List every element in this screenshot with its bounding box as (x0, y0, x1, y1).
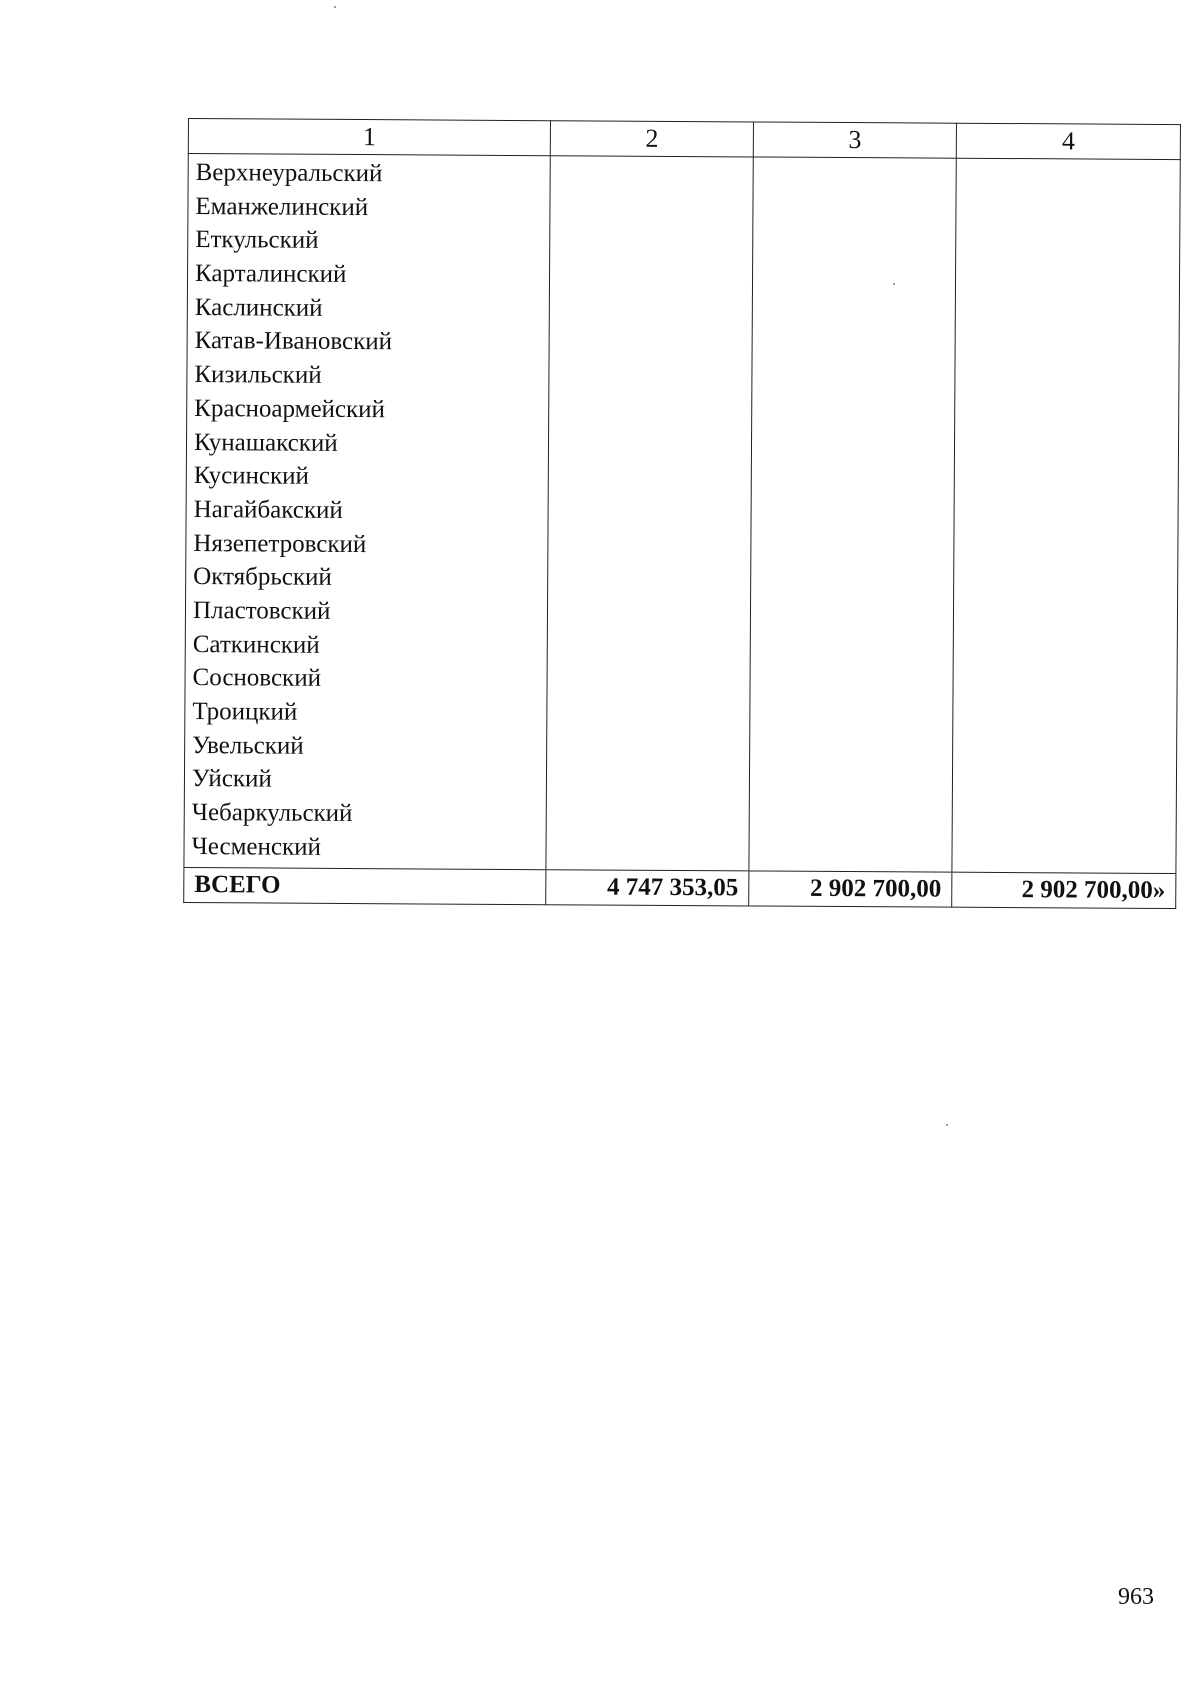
list-item: Карталинский (194, 260, 347, 289)
column-header-1: 1 (188, 119, 550, 156)
column-3-cell (749, 157, 956, 873)
list-item: Троицкий (192, 698, 298, 726)
list-item: Саткинский (192, 630, 320, 659)
page-number: 963 (1118, 1584, 1154, 1610)
list-item: Пластовский (192, 596, 331, 625)
scan-speck (946, 1124, 948, 1126)
total-row (184, 868, 1176, 909)
total-col-4: 2 902 700,00» (952, 873, 1176, 909)
column-header-4: 4 (956, 123, 1180, 159)
header-row (188, 119, 1180, 160)
column-4-cell (952, 158, 1180, 874)
list-item: Увельский (192, 731, 304, 760)
list-item: Кунашакский (193, 428, 338, 457)
scan-speck (334, 6, 336, 8)
total-label: ВСЕГО (184, 868, 546, 905)
list-item: Кусинский (193, 462, 310, 490)
district-column (184, 154, 550, 871)
total-col-2: 4 747 353,05 (546, 870, 749, 906)
list-item: Уйский (191, 765, 272, 793)
list-item: Кизильский (194, 361, 322, 389)
list-item: Каслинский (194, 293, 323, 322)
list-item: Чесменский (191, 832, 321, 861)
column-header-2: 2 (550, 121, 753, 157)
list-item: Чебаркульский (191, 799, 353, 828)
list-item: Еткульский (195, 226, 319, 255)
column-header-3: 3 (753, 122, 956, 158)
data-table (183, 118, 1181, 909)
list-item: Красноармейский (194, 394, 386, 424)
list-item: Еманжелинский (195, 192, 369, 221)
list-item: Нагайбакский (193, 495, 343, 524)
list-item: Октябрьский (193, 563, 332, 592)
table-body-row (184, 154, 1180, 874)
scan-speck (893, 283, 895, 285)
total-col-3: 2 902 700,00 (749, 871, 952, 907)
list-item: Верхнеуральский (195, 159, 383, 188)
list-item: Нязепетровский (193, 529, 367, 558)
column-2-cell (546, 156, 753, 872)
list-item: Сосновский (192, 664, 322, 693)
list-item: Катав-Ивановский (194, 327, 393, 356)
district-list (184, 154, 549, 870)
